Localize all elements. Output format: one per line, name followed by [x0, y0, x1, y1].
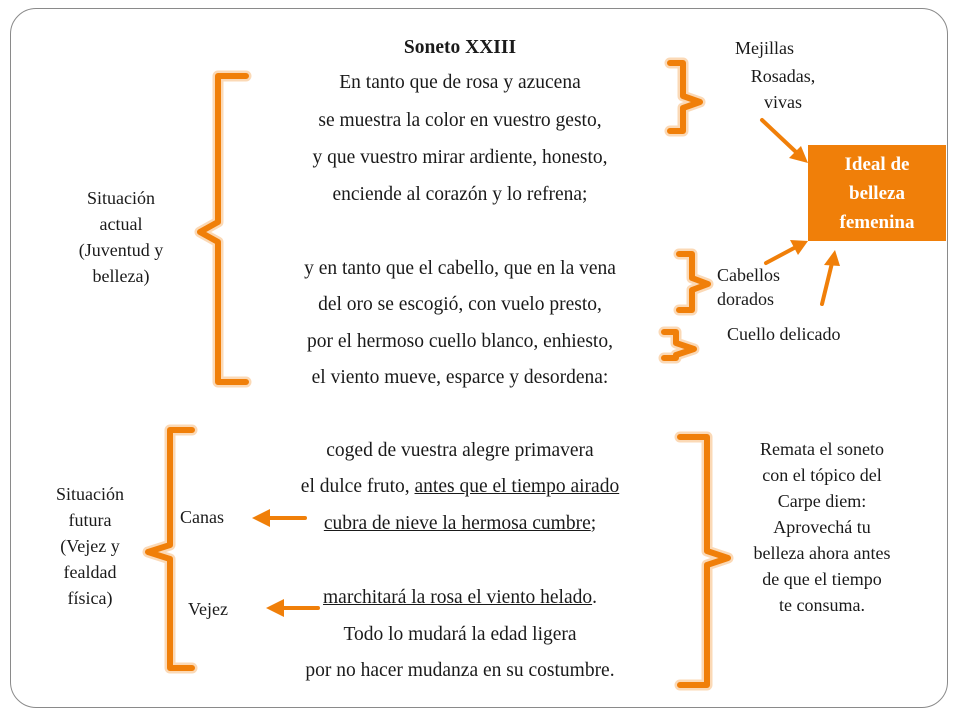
poem-line: Todo lo mudará la edad ligera [343, 624, 577, 645]
poem-line: se muestra la color en vuestro gesto, [318, 110, 602, 131]
note-line: te consuma. [779, 595, 865, 615]
brace-right-cabellos [679, 254, 708, 310]
label-line: Cabellos [717, 265, 780, 285]
brace-right-cuello [664, 332, 694, 358]
brace-right-mejillas [670, 63, 700, 131]
poem-segment: . [592, 587, 597, 608]
label-line: Situación [87, 188, 155, 208]
brace-left-futura [148, 430, 192, 668]
poem-line: por el hermoso cuello blanco, enhiesto, [307, 331, 613, 352]
arrow-cabellos-to-ideal [766, 240, 808, 263]
box-line: belleza [849, 182, 905, 204]
poem-line: y en tanto que el cabello, que en la vena [304, 258, 616, 279]
poem-underlined-segment: antes que el tiempo airado [414, 476, 620, 497]
note-line: Aprovechá tu [773, 517, 871, 537]
label-line: (Juventud y [78, 240, 164, 260]
label-line: dorados [717, 289, 774, 309]
note-line: belleza ahora antes [753, 543, 891, 563]
label-line: Situación [56, 484, 124, 504]
note-line: Remata el soneto [760, 439, 884, 459]
label-line: belleza) [92, 266, 150, 286]
poem-line: por no hacer mudanza en su costumbre. [305, 660, 615, 681]
brace-right-remata [680, 437, 728, 685]
note-line: con el tópico del [762, 465, 882, 485]
label-line: física) [67, 588, 113, 608]
poem-underlined-segment: marchitará la rosa el viento helado [323, 587, 593, 608]
label-line: Rosadas, [750, 66, 816, 86]
poem-line: coged de vuestra alegre primavera [326, 440, 594, 461]
label-line: (Vejez y [60, 536, 120, 556]
poem-segment: ; [590, 513, 597, 534]
note-line: Carpe diem: [777, 491, 867, 511]
poem-line: el viento mueve, esparce y desordena: [311, 367, 609, 388]
poem-line: enciende al corazón y lo refrena; [332, 184, 588, 205]
annotation-canas: Canas [180, 507, 224, 527]
arrow-to-canas [252, 509, 305, 527]
arrow-mejillas-to-ideal [762, 120, 808, 163]
box-line: Ideal de [844, 153, 910, 175]
poem-line: y que vuestro mirar ardiente, honesto, [312, 147, 608, 168]
poem-line: En tanto que de rosa y azucena [339, 72, 581, 93]
annotation-mejillas: Mejillas [735, 38, 794, 58]
note-line: de que el tiempo [762, 569, 882, 589]
box-line: femenina [839, 211, 915, 233]
arrow-to-vejez [266, 599, 318, 617]
annotation-vejez: Vejez [188, 599, 228, 619]
poem-line: del oro se escogió, con vuelo presto, [318, 294, 602, 315]
label-line: fealdad [63, 562, 117, 582]
poem-title: Soneto XXIII [403, 37, 517, 58]
poem-underlined-segment: cubra de nieve la hermosa cumbre [323, 513, 591, 534]
annotation-cuello: Cuello delicado [727, 324, 841, 344]
arrow-cuello-to-ideal [822, 250, 840, 304]
poem-segment: el dulce fruto, [300, 476, 415, 497]
label-line: futura [68, 510, 112, 530]
brace-left-actual [200, 76, 246, 382]
label-line: actual [99, 214, 143, 234]
label-line: vivas [764, 92, 802, 112]
